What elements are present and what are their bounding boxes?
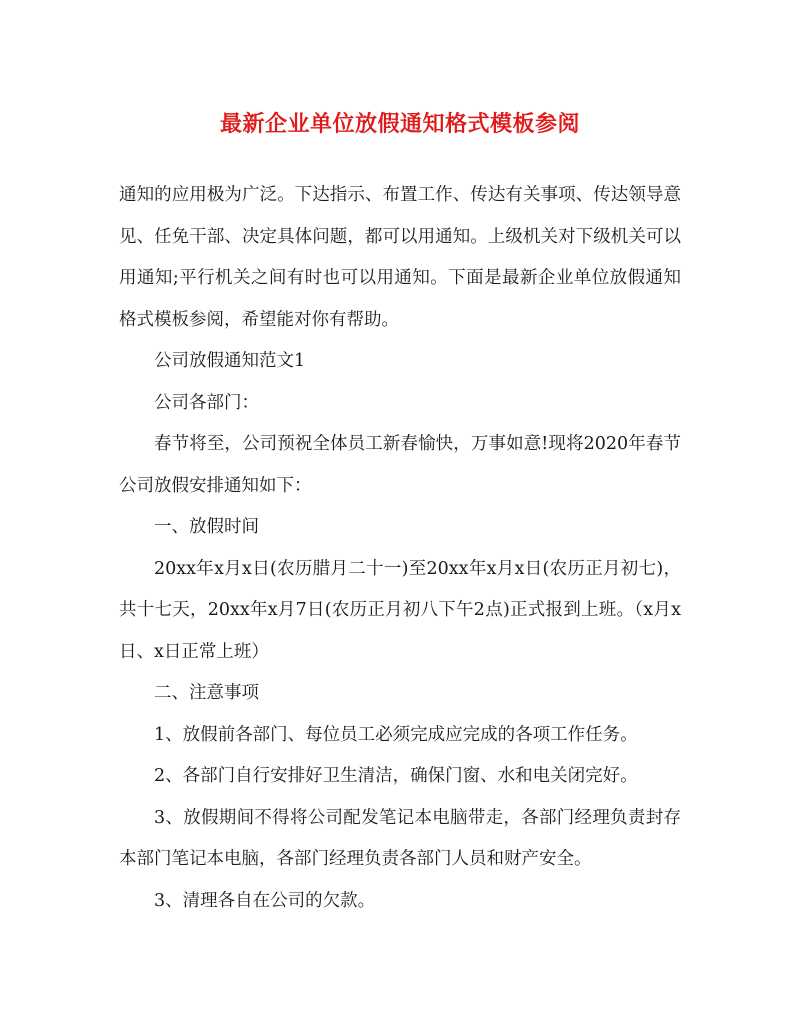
note-item-1: 1、放假前各部门、每位员工必须完成应完成的各项工作任务。 — [154, 724, 638, 745]
note-item-2: 2、各部门自行安排好卫生清洁，确保门窗、水和电关闭完好。 — [154, 766, 638, 786]
note-item-3: 3、放假期间不得将公司配发笔记本电脑带走，各部门经理负责封存本部门笔记本电脑，各部门经理负责各部门人员和财产安全。 — [119, 807, 681, 869]
sample-heading: 公司放假通知范文1 — [154, 351, 306, 371]
holiday-time-paragraph: 20xx年x月x日(农历腊月二十一)至20xx年x月x日(农历正月初七)，共十七天，20xx年x月7日(农历正月初八下午2点)正式报到上班。（x月x日、x日正常上班） — [119, 558, 681, 662]
section-heading-notes: 二、注意事项 — [154, 683, 259, 703]
intro-paragraph: 通知的应用极为广泛。下达指示、布置工作、传达有关事项、传达领导意见、任免干部、决定具体问题，都可以用通知。上级机关对下级机关可以用通知;平行机关之间有时也可以用通知。下面是最新企业单位放假通知格式模板参阅，希望能对你有帮助。 — [119, 185, 681, 330]
notice-paragraph: 春节将至，公司预祝全体员工新春愉快，万事如意!现将2020年春节公司放假安排通知如下： — [119, 434, 681, 496]
document-body — [119, 175, 681, 922]
section-heading-holiday-time: 一、放假时间 — [154, 517, 259, 537]
document-title: 最新企业单位放假通知格式模板参阅 — [219, 111, 580, 137]
note-item-4: 3、清理各自在公司的欠款。 — [154, 890, 376, 911]
salutation: 公司各部门： — [154, 392, 259, 413]
